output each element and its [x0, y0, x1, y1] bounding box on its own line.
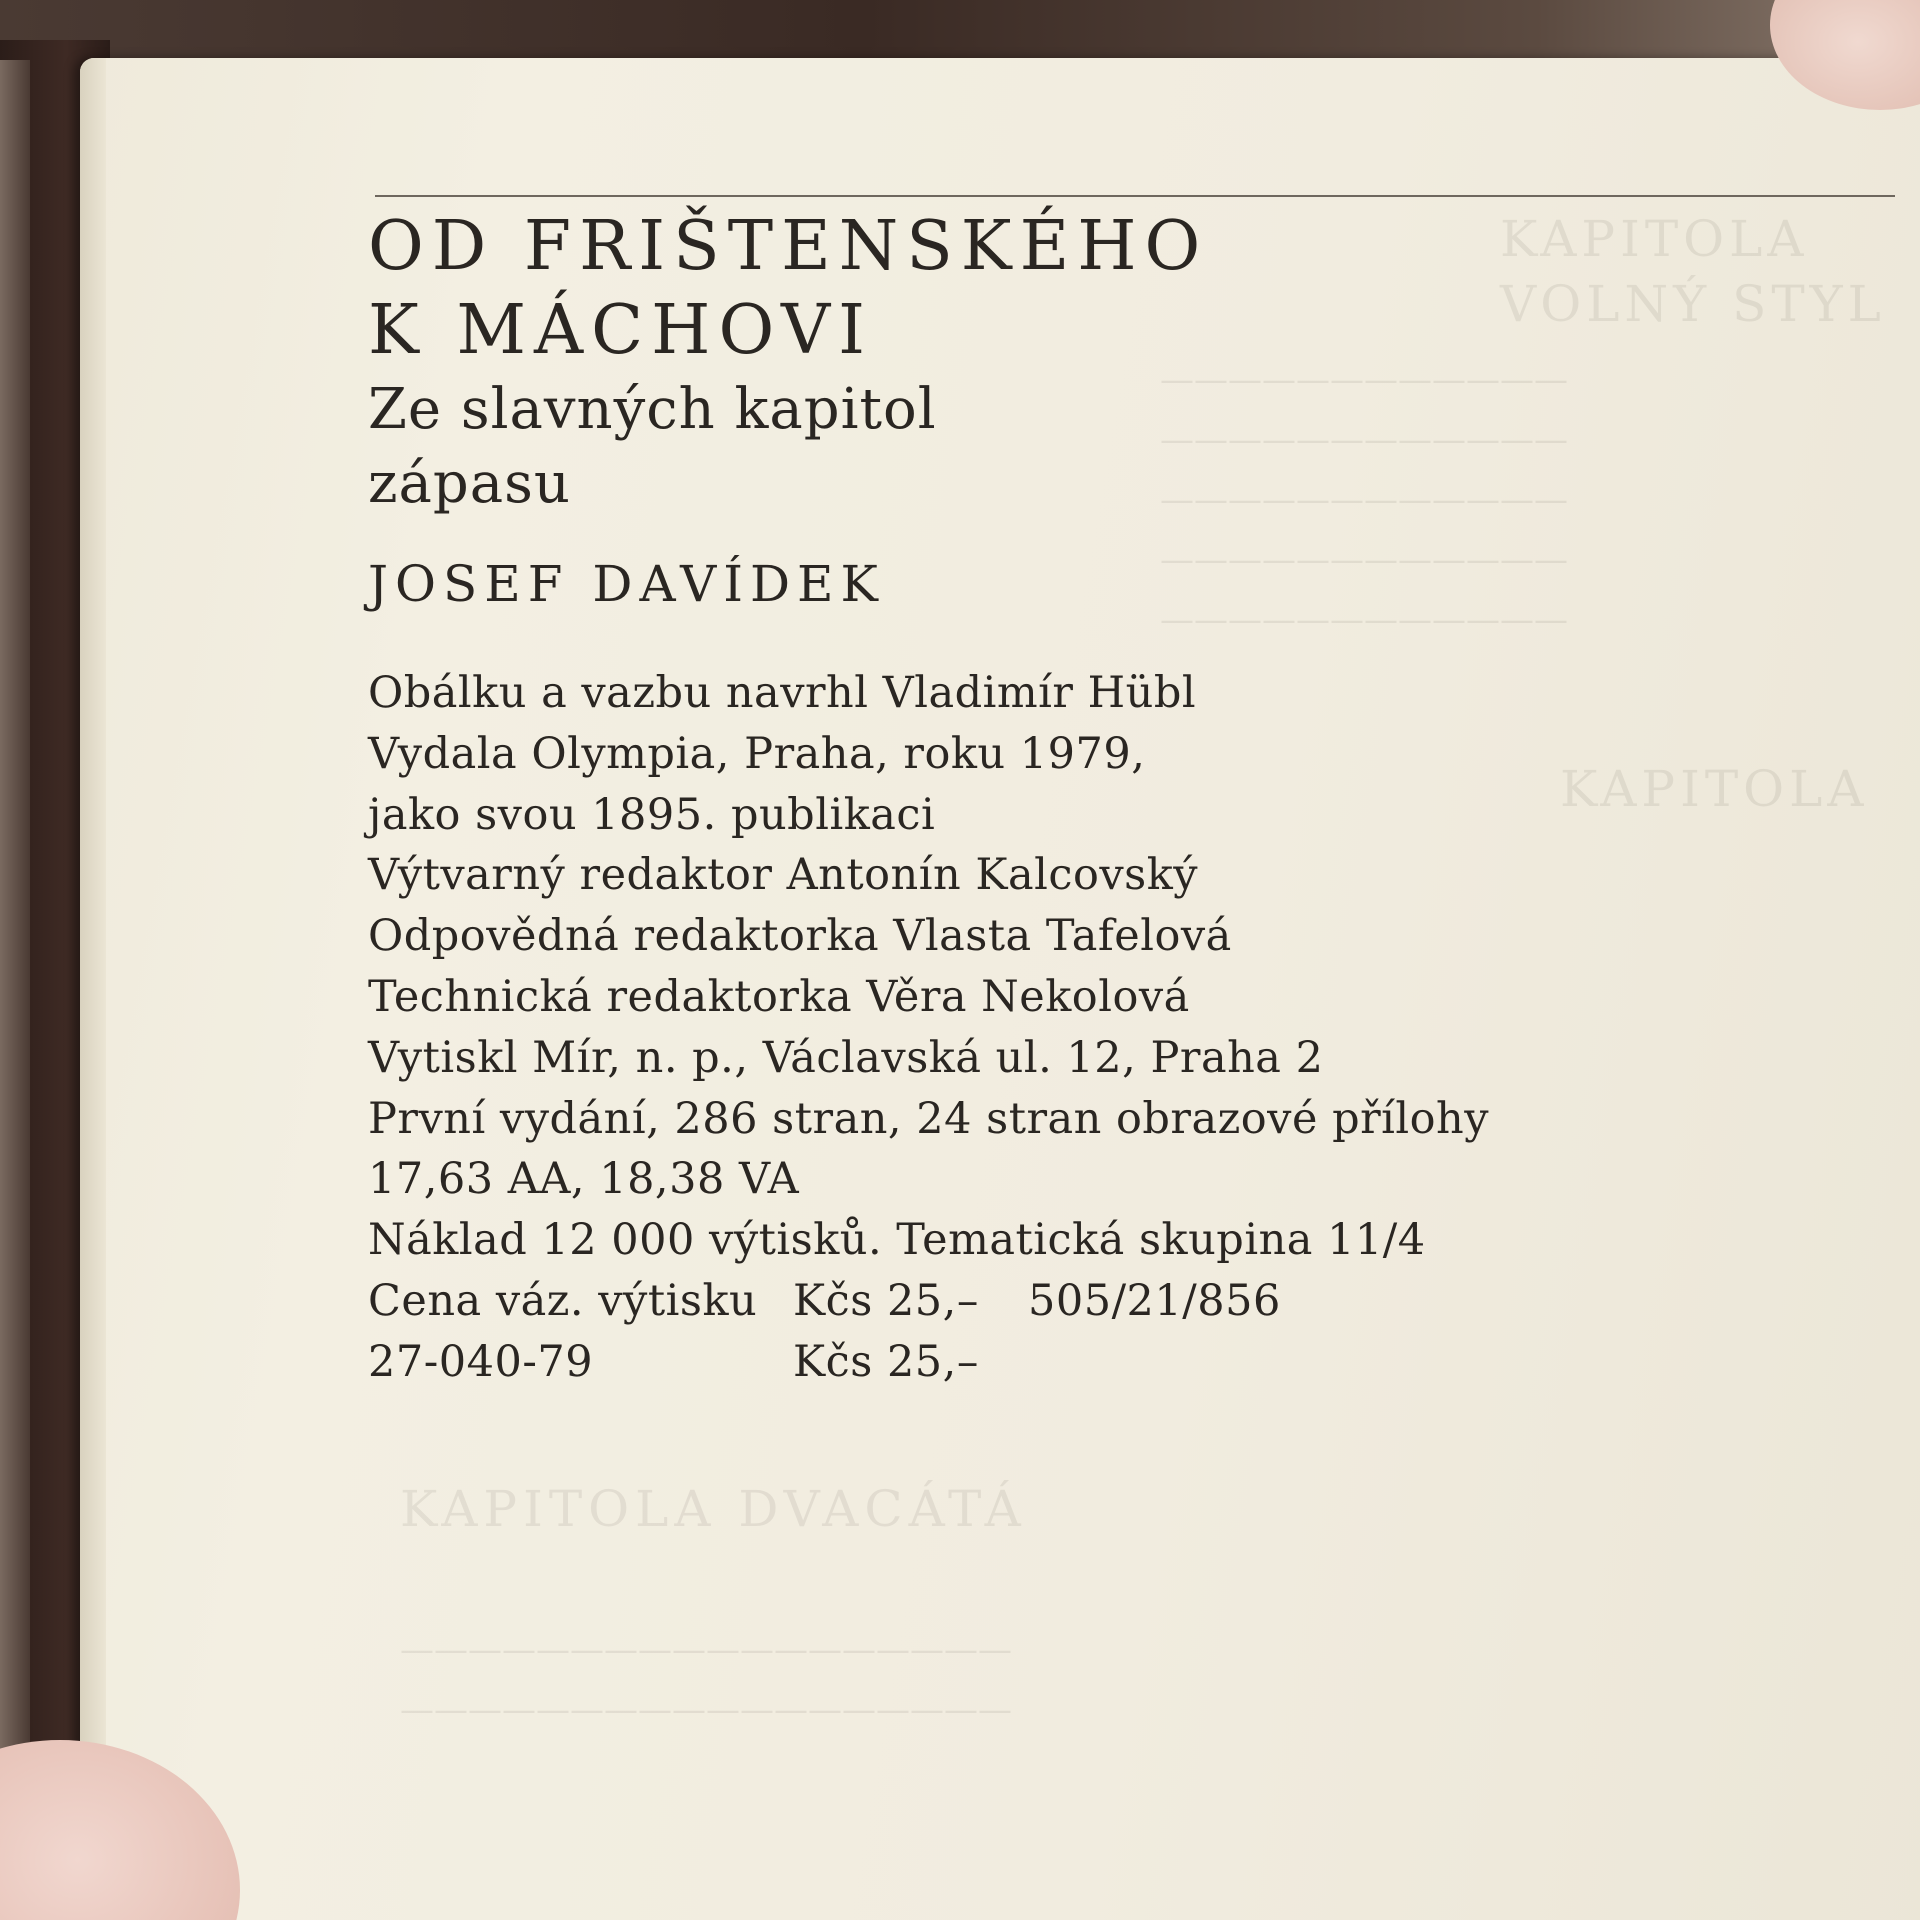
show-through-text: KAPITOLA: [1560, 760, 1869, 818]
colophon-line: Technická redaktorka Věra Nekolová: [368, 971, 1190, 1022]
colophon-line: Vytiskl Mír, n. p., Václavská ul. 12, Praha 2: [368, 1032, 1324, 1083]
book-subtitle-line-2: zápasu: [368, 451, 571, 516]
show-through-text: —————————————————— ——————————————————: [400, 1630, 1012, 1730]
book-title-line-1: OD FRIŠTENSKÉHO: [368, 207, 1209, 286]
catalog-code: 505/21/856: [1028, 1275, 1281, 1326]
price-value: Kčs 25,–: [793, 1275, 979, 1326]
page-edge: [80, 58, 106, 1920]
price-row: [368, 1271, 1489, 1332]
colophon-line: 17,63 AA, 18,38 VA: [368, 1154, 800, 1205]
colophon-line: Odpovědná redaktorka Vlasta Tafelová: [368, 911, 1232, 962]
show-through-text: VOLNÝ STYL: [1500, 275, 1886, 333]
colophon-line: Výtvarný redaktor Antonín Kalcovský: [368, 850, 1199, 901]
colophon-line: jako svou 1895. publikaci: [368, 789, 936, 840]
show-through-text: KAPITOLA DVACÁTÁ: [400, 1480, 1027, 1538]
price-row: [368, 1332, 1489, 1393]
book-cover-edge: [0, 60, 30, 1920]
colophon-line: První vydání, 286 stran, 24 stran obrazové přílohy: [368, 1093, 1490, 1144]
colophon-line: Vydala Olympia, Praha, roku 1979,: [368, 728, 1146, 779]
show-through-text: KAPITOLA: [1500, 210, 1809, 268]
price-label: Cena váz. výtisku: [368, 1275, 758, 1326]
book-title-line-2: K MÁCHOVI: [368, 291, 874, 370]
author-name: JOSEF DAVÍDEK: [368, 555, 885, 613]
title-page-text: [368, 205, 1489, 1393]
publication-number: 27-040-79: [368, 1336, 594, 1387]
top-rule: [375, 195, 1895, 197]
show-through-text: ———————————— ———————————— ———————————— ———————————— ————————————: [1160, 360, 1568, 640]
colophon-line: Náklad 12 000 výtisků. Tematická skupina 11/4: [368, 1215, 1426, 1266]
colophon-line: Obálku a vazbu navrhl Vladimír Hübl: [368, 668, 1197, 718]
price-value: Kčs 25,–: [793, 1336, 979, 1387]
book-subtitle-line-1: Ze slavných kapitol: [368, 377, 937, 442]
colophon: [368, 663, 1489, 1393]
